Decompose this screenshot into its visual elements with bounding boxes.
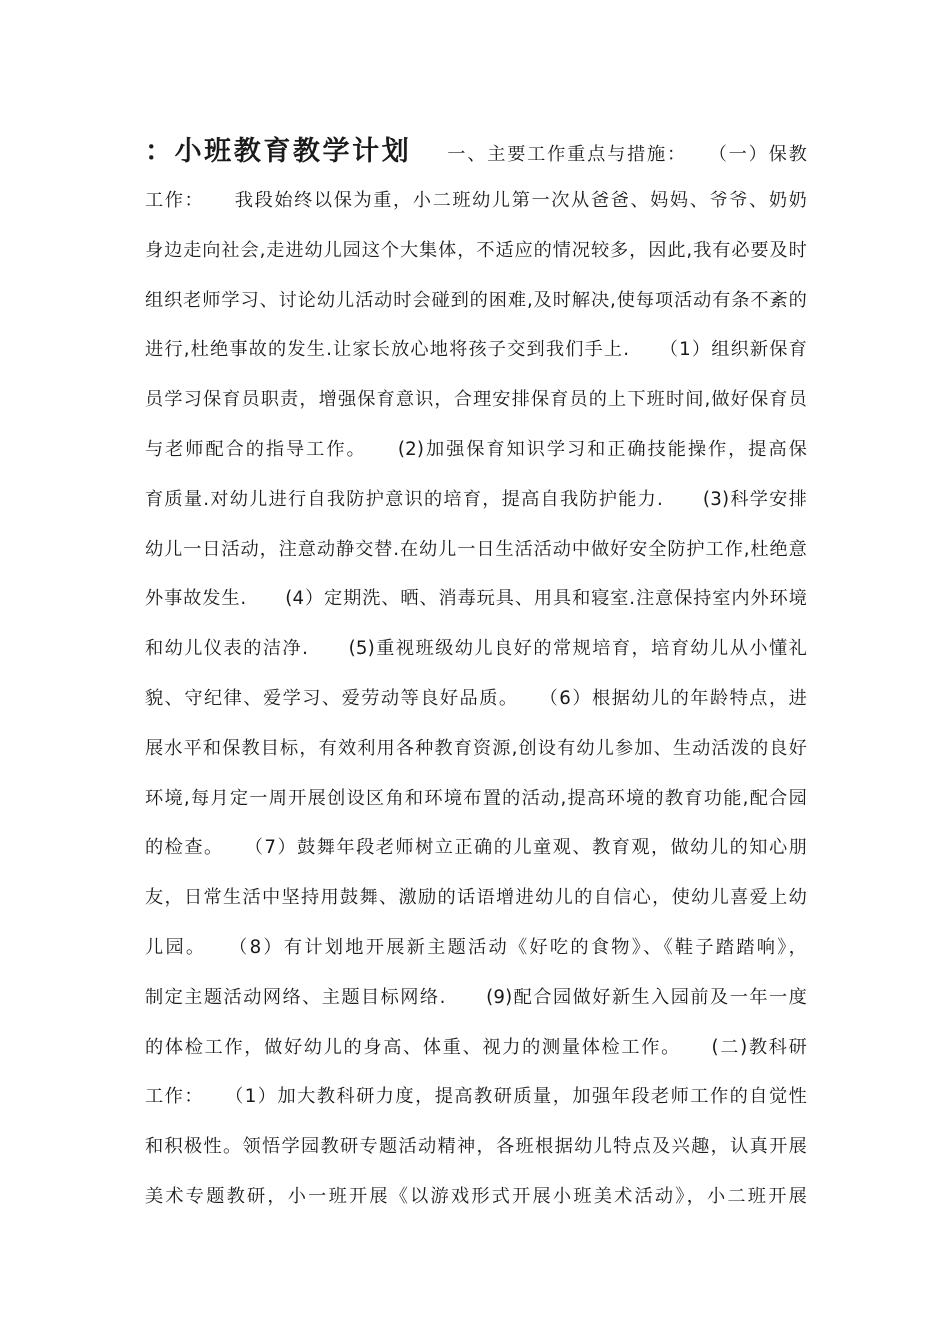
text-line: 幼儿一日活动，注意动静交替.在幼儿一日生活活动中做好安全防护工作,杜绝意 xyxy=(145,538,807,560)
document-body xyxy=(145,128,807,1222)
text-line: 育质量.对幼儿进行自我防护意识的培育，提高自我防护能力. (3)科学安排 xyxy=(145,488,807,510)
text-line: 美术专题教研，小一班开展《以游戏形式开展小班美术活动》，小二班开展 xyxy=(145,1185,807,1207)
text-line: 员学习保育员职责，增强保育意识，合理安排保育员的上下班时间,做好保育员 xyxy=(145,389,807,411)
text-line: 进行,杜绝事故的发生.让家长放心地将孩子交到我们手上. （1）组织新保育 xyxy=(145,339,807,361)
text-line: 的体检工作，做好幼儿的身高、体重、视力的测量体检工作。 (二)教科研 xyxy=(145,1036,807,1058)
text-line: 友，日常生活中坚持用鼓舞、激励的话语增进幼儿的自信心，使幼儿喜爱上幼 xyxy=(145,887,807,909)
text-line: 的检查。 （7）鼓舞年段老师树立正确的儿童观、教育观，做幼儿的知心朋 xyxy=(145,837,807,859)
document-title: ：小班教育教学计划 xyxy=(145,136,412,167)
text-line: 组织老师学习、讨论幼儿活动时会碰到的困难,及时解决,使每项活动有条不紊的 xyxy=(145,289,807,311)
text-line: 展水平和保教目标，有效利用各种教育资源,创设有幼儿参加、生动活泼的良好 xyxy=(145,737,807,759)
text-line: 与老师配合的指导工作。 (2)加强保育知识学习和正确技能操作，提高保 xyxy=(145,438,807,460)
text-line: 工作： （1）加大教科研力度，提高教研质量，加强年段老师工作的自觉性 xyxy=(145,1086,807,1108)
text-line: 工作： 我段始终以保为重，小二班幼儿第一次从爸爸、妈妈、爷爷、奶奶 xyxy=(145,190,807,211)
line-text: 一、主要工作重点与措施： （一）保教 xyxy=(447,144,807,165)
text-line: 和积极性。领悟学园教研专题活动精神，各班根据幼儿特点及兴趣，认真开展 xyxy=(145,1136,807,1158)
text-line: 环境,每月定一周开展创设区角和环境布置的活动,提高环境的教育功能,配合园 xyxy=(145,787,807,809)
text-line xyxy=(145,128,807,176)
text-line: 儿园。 （8）有计划地开展新主题活动《好吃的食物》、《鞋子踏踏响》， xyxy=(145,936,807,958)
text-line: 身边走向社会,走进幼儿园这个大集体，不适应的情况较多，因此,我有必要及时 xyxy=(145,239,807,261)
text-line: 貌、守纪律、爱学习、爱劳动等良好品质。 （6）根据幼儿的年龄特点，进 xyxy=(145,687,807,709)
text-line: 外事故发生. (4）定期洗、晒、消毒玩具、用具和寝室.注意保持室内外环境 xyxy=(145,588,807,610)
text-line: 制定主题活动网络、主题目标网络. (9)配合园做好新生入园前及一年一度 xyxy=(145,986,807,1008)
text-line: 和幼儿仪表的洁净. (5)重视班级幼儿良好的常规培育，培育幼儿从小懂礼 xyxy=(145,638,807,660)
